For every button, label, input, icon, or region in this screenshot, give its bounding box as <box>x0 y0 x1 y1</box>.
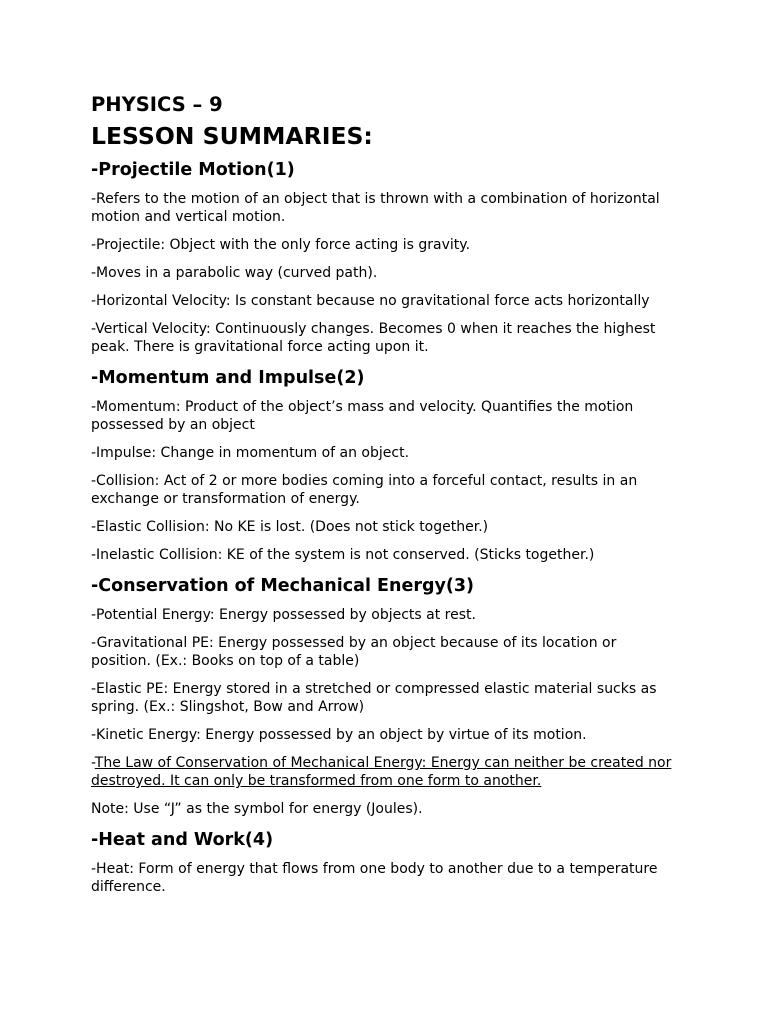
section-projectile-motion <box>91 159 678 356</box>
section-heading: -Projectile Motion(1) <box>91 160 295 180</box>
paragraph: -Projectile: Object with the only force acting is gravity. <box>91 237 471 253</box>
paragraph: -Inelastic Collision: KE of the system is not conserved. (Sticks together.) <box>91 547 595 563</box>
paragraph: -Heat: Form of energy that flows from one body to another due to a temperature difference. <box>91 861 658 895</box>
law-statement <box>91 754 678 790</box>
document-subtitle: LESSON SUMMARIES: <box>91 122 373 150</box>
paragraph: -Kinetic Energy: Energy possessed by an object by virtue of its motion. <box>91 727 587 743</box>
note: Note: Use “J” as the symbol for energy (Joules). <box>91 801 423 817</box>
section-momentum-impulse <box>91 367 678 564</box>
paragraph: -Refers to the motion of an object that is thrown with a combination of horizontal motion and vertical motion. <box>91 191 660 225</box>
section-conservation-mechanical-energy <box>91 575 678 818</box>
paragraph: -Momentum: Product of the object’s mass and velocity. Quantifies the motion possessed by an object <box>91 399 634 433</box>
paragraph: -Vertical Velocity: Continuously changes. Becomes 0 when it reaches the highest peak. There is gravitational force acting upon it. <box>91 321 656 355</box>
paragraph: -Elastic Collision: No KE is lost. (Does not stick together.) <box>91 519 489 535</box>
paragraph: -Elastic PE: Energy stored in a stretched or compressed elastic material sucks as spring. (Ex.: Slingshot, Bow and Arrow) <box>91 681 657 715</box>
paragraph: -Horizontal Velocity: Is constant because no gravitational force acts horizontally <box>91 293 650 309</box>
law-text: The Law of Conservation of Mechanical Energy: Energy can neither be created nor destroyed. It can only be transformed from one form to another. <box>91 755 672 789</box>
paragraph: -Impulse: Change in momentum of an object. <box>91 445 410 461</box>
section-heat-and-work <box>91 829 678 896</box>
paragraph: -Potential Energy: Energy possessed by objects at rest. <box>91 607 476 623</box>
paragraph: -Moves in a parabolic way (curved path). <box>91 265 378 281</box>
section-heading: -Heat and Work(4) <box>91 830 274 850</box>
paragraph: -Collision: Act of 2 or more bodies coming into a forceful contact, results in an exchange or transformation of energy. <box>91 473 638 507</box>
law-prefix: - <box>91 755 95 771</box>
section-heading: -Momentum and Impulse(2) <box>91 368 365 388</box>
paragraph: -Gravitational PE: Energy possessed by an object because of its location or position. (Ex.: Books on top of a table) <box>91 635 617 669</box>
document-title: PHYSICS – 9 <box>91 93 223 116</box>
section-heading: -Conservation of Mechanical Energy(3) <box>91 576 475 596</box>
